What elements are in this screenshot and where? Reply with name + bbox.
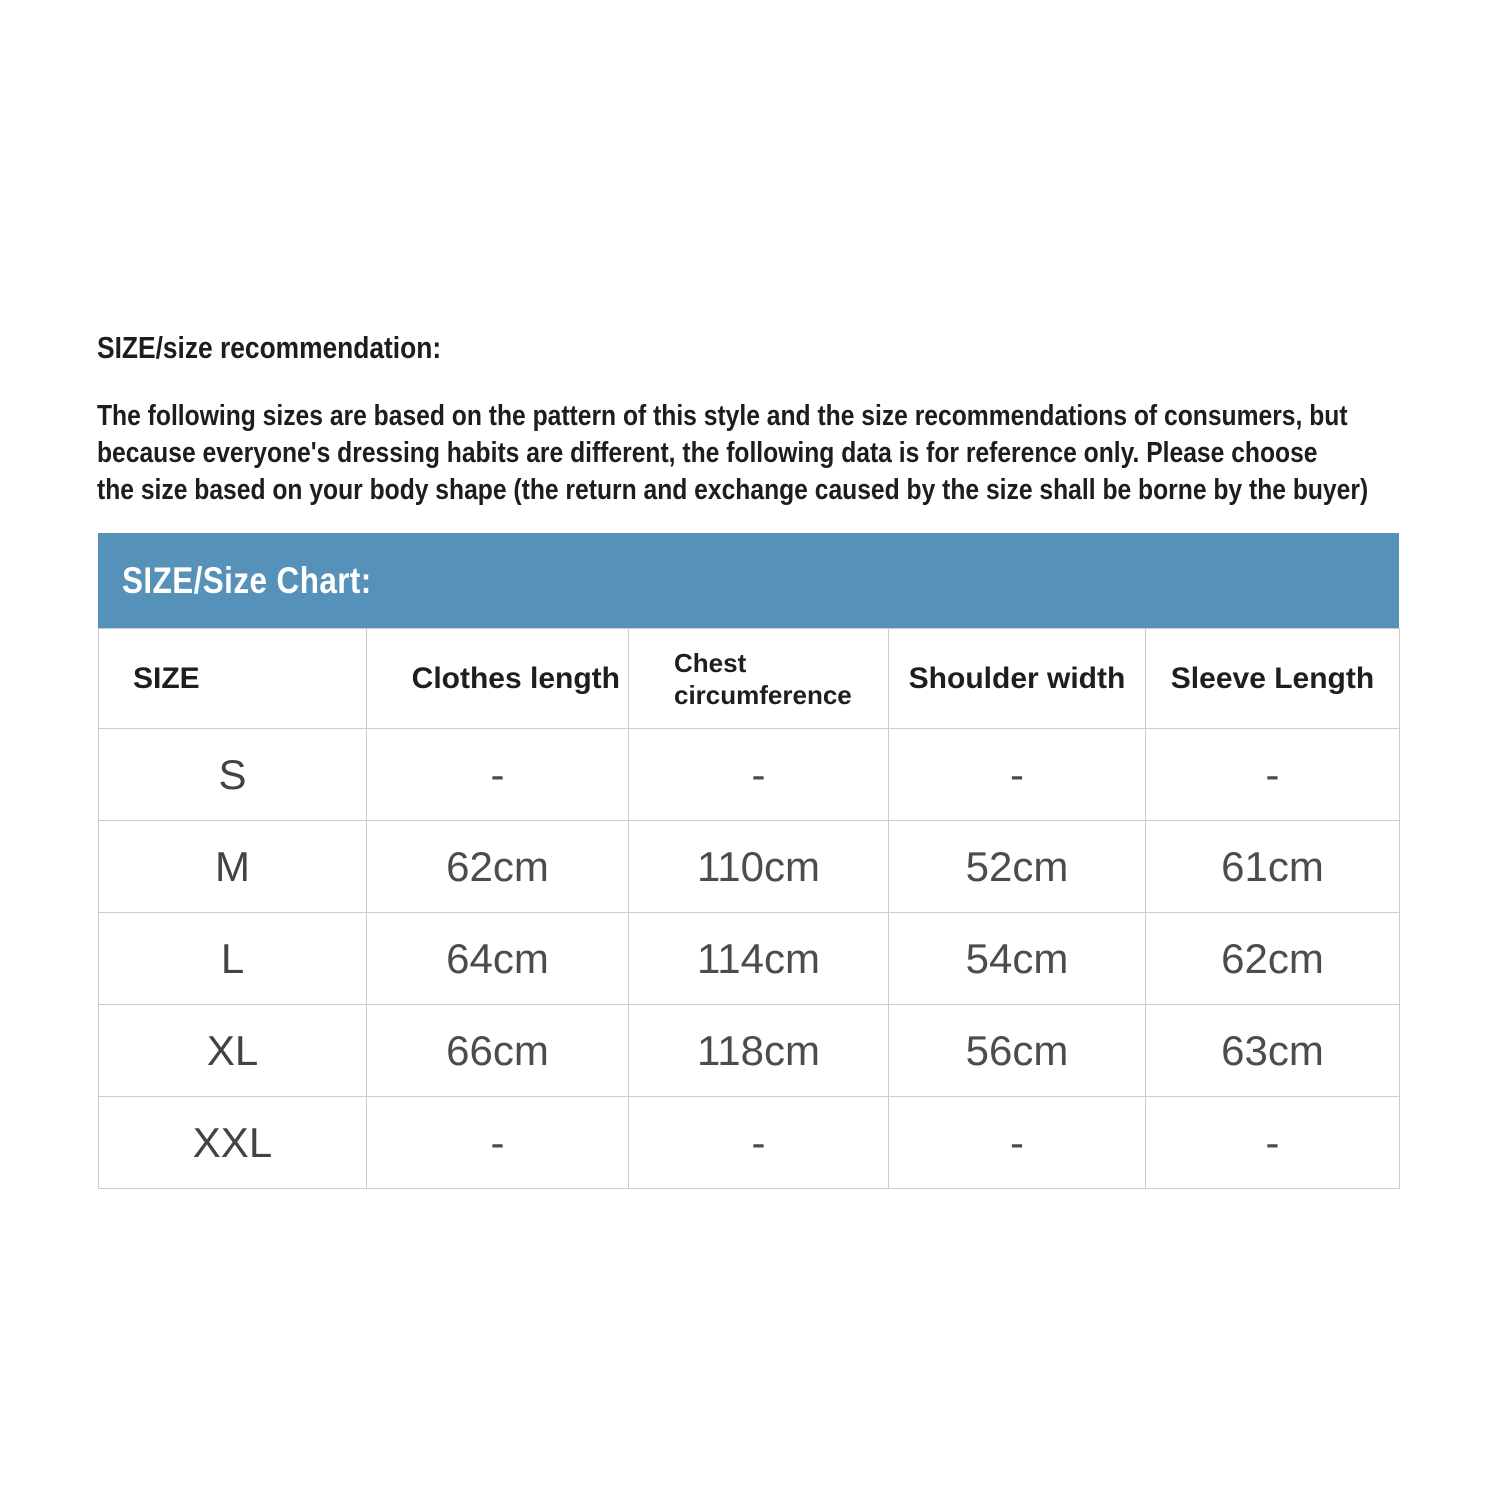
value-cell: -: [629, 729, 889, 821]
value-cell: -: [889, 1097, 1146, 1189]
column-header-sleeve-length: Sleeve Length: [1146, 629, 1400, 729]
table-row-l: [99, 913, 1400, 1005]
value-cell: 63cm: [1146, 1005, 1400, 1097]
value-cell: 62cm: [367, 821, 629, 913]
value-cell: 54cm: [889, 913, 1146, 1005]
column-header-chest-circumference-text: Chest circumference: [674, 647, 852, 710]
value-cell: -: [1146, 729, 1400, 821]
value-cell: 56cm: [889, 1005, 1146, 1097]
value-cell: -: [367, 729, 629, 821]
size-chart-table: [98, 628, 1400, 1189]
paragraph-line: because everyone's dressing habits are different, the following data is for reference only. Please choose: [97, 437, 1318, 469]
size-recommendation-paragraph: [97, 398, 1500, 509]
table-row-xl: [99, 1005, 1400, 1097]
column-header-shoulder-width: Shoulder width: [889, 629, 1146, 729]
size-cell: M: [99, 821, 367, 913]
size-chart-table-header: [99, 629, 1400, 729]
value-cell: -: [889, 729, 1146, 821]
paragraph-line: The following sizes are based on the pattern of this style and the size recommendations of consumers, but: [97, 400, 1348, 432]
table-row-xxl: [99, 1097, 1400, 1189]
value-cell: -: [367, 1097, 629, 1189]
header-row: [99, 629, 1400, 729]
size-cell: L: [99, 913, 367, 1005]
value-cell: 62cm: [1146, 913, 1400, 1005]
value-cell: 110cm: [629, 821, 889, 913]
value-cell: 64cm: [367, 913, 629, 1005]
paragraph-line: the size based on your body shape (the return and exchange caused by the size shall be borne by the buyer): [97, 474, 1369, 506]
column-header-size: SIZE: [99, 629, 367, 729]
table-row-m: [99, 821, 1400, 913]
size-cell: S: [99, 729, 367, 821]
size-recommendation-heading: [97, 330, 502, 366]
value-cell: -: [629, 1097, 889, 1189]
size-chart-table-body: [99, 729, 1400, 1189]
column-header-chest-circumference: [629, 629, 889, 729]
size-recommendation-heading-text: SIZE/size recommendation:: [97, 330, 442, 365]
table-row-s: [99, 729, 1400, 821]
value-cell: -: [1146, 1097, 1400, 1189]
value-cell: 61cm: [1146, 821, 1400, 913]
size-cell: XL: [99, 1005, 367, 1097]
size-cell: XXL: [99, 1097, 367, 1189]
value-cell: 118cm: [629, 1005, 889, 1097]
column-header-clothes-length: Clothes length: [367, 629, 629, 729]
size-chart-title-bar: [98, 533, 1399, 628]
value-cell: 114cm: [629, 913, 889, 1005]
value-cell: 52cm: [889, 821, 1146, 913]
value-cell: 66cm: [367, 1005, 629, 1097]
size-chart-title: SIZE/Size Chart:: [122, 559, 372, 601]
